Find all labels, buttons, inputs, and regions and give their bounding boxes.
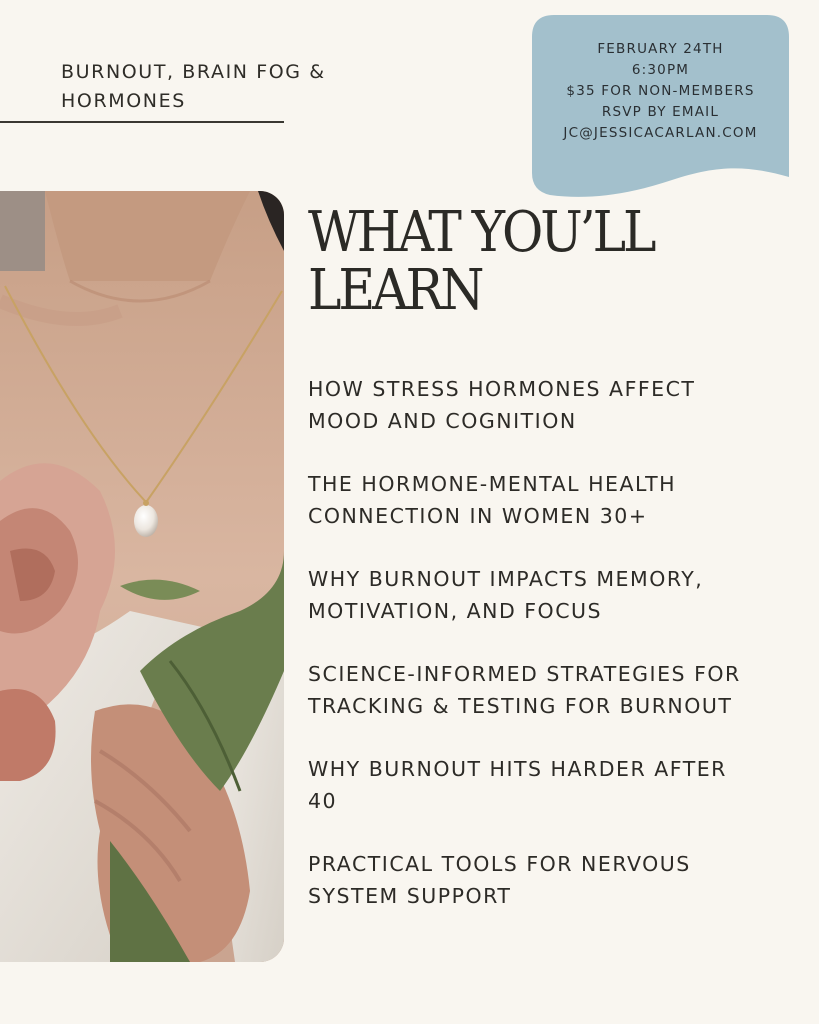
event-title <box>61 58 381 116</box>
section-heading <box>308 200 749 323</box>
topic-text: MOTIVATION, AND FOCUS <box>308 599 603 623</box>
topic-list <box>308 373 808 943</box>
topic-text: PRACTICAL TOOLS FOR NERVOUS <box>308 852 691 876</box>
event-info-card <box>532 15 789 200</box>
event-title-line-1: BURNOUT, BRAIN FOG & <box>61 61 326 83</box>
hero-photo <box>0 191 284 962</box>
topic-text: WHY BURNOUT IMPACTS MEMORY, <box>308 567 704 591</box>
topic-text: SYSTEM SUPPORT <box>308 884 512 908</box>
topic-text: 40 <box>308 789 338 813</box>
event-price: $35 FOR NON-MEMBERS <box>566 83 755 99</box>
topic-item <box>308 753 808 817</box>
necklace-roses-image <box>0 191 284 962</box>
topic-text: HOW STRESS HORMONES AFFECT <box>308 377 696 401</box>
topic-item <box>308 468 808 532</box>
rsvp-email-link[interactable]: JC@JESSICACARLAN.COM <box>563 125 758 141</box>
topic-text: WHY BURNOUT HITS HARDER AFTER <box>308 757 727 781</box>
section-heading-line-1: WHAT YOU’LL <box>308 200 654 265</box>
topic-text: MOOD AND COGNITION <box>308 409 577 433</box>
topic-item <box>308 658 808 722</box>
title-divider <box>0 121 284 123</box>
topic-text: CONNECTION IN WOMEN 30+ <box>308 504 648 528</box>
topic-item <box>308 848 808 912</box>
topic-text: TRACKING & TESTING FOR BURNOUT <box>308 694 733 718</box>
event-title-line-2: HORMONES <box>61 90 186 112</box>
event-date: FEBRUARY 24TH <box>597 41 724 57</box>
rsvp-note: RSVP BY EMAIL <box>601 104 720 120</box>
section-heading-line-2: LEARN <box>308 258 482 323</box>
topic-item <box>308 563 808 627</box>
topic-text: SCIENCE-INFORMED STRATEGIES FOR <box>308 662 741 686</box>
event-time: 6:30PM <box>631 62 690 78</box>
topic-text: THE HORMONE-MENTAL HEALTH <box>308 472 677 496</box>
topic-item <box>308 373 808 437</box>
